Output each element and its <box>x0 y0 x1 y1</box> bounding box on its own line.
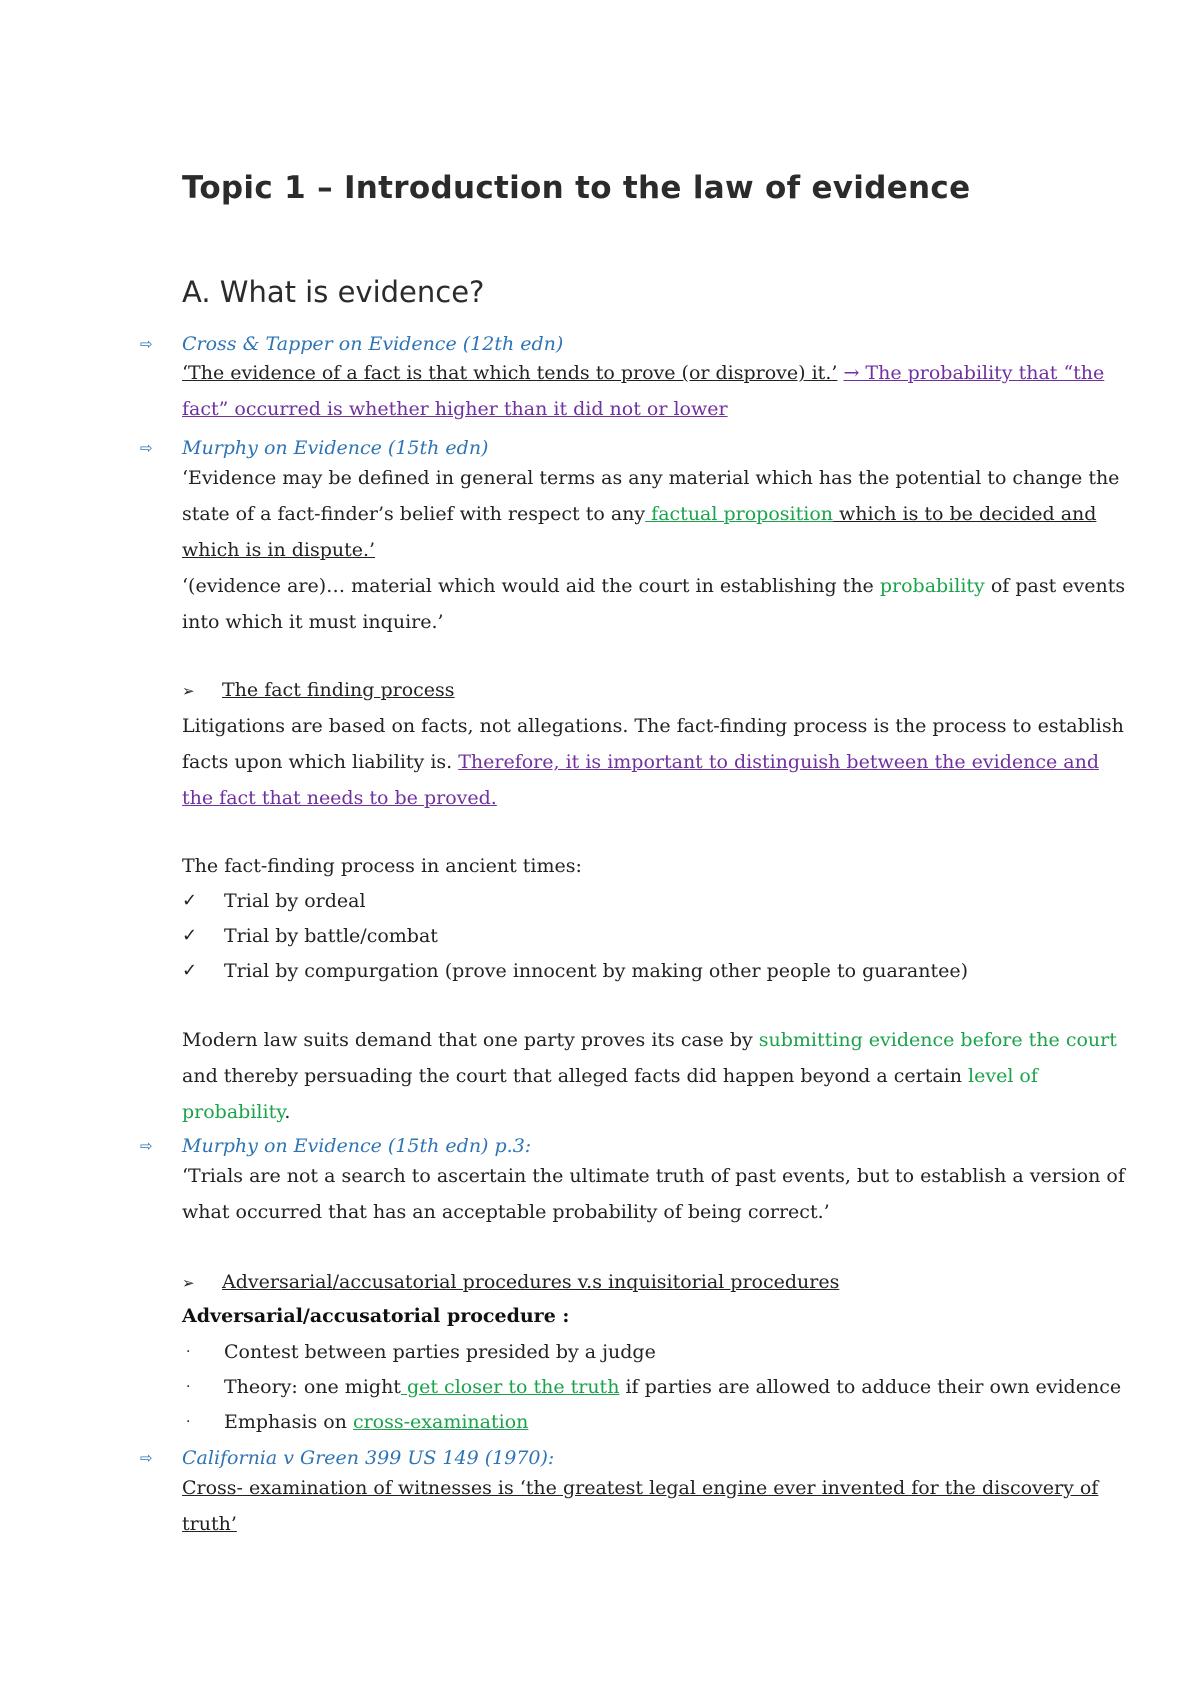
bullet-dot-icon: · <box>186 1379 191 1395</box>
text-span: Theory: one might <box>224 1376 401 1398</box>
bullet-dot-icon: · <box>186 1414 191 1430</box>
arrow-bullet-icon: ⇨ <box>140 1137 153 1155</box>
paragraph-line <box>182 744 1099 780</box>
list-item: Contest between parties presided by a judge <box>224 1341 656 1363</box>
checkmark-icon: ✓ <box>182 960 198 981</box>
quote-line <box>182 355 1105 391</box>
checkmark-icon: ✓ <box>182 890 198 911</box>
note-line <box>182 391 1032 427</box>
paragraph-line <box>182 780 1032 816</box>
paragraph-line: The fact-finding process in ancient times: <box>182 855 582 877</box>
highlight-term: level of <box>968 1065 1038 1087</box>
text-span: if parties are allowed to adduce their own evidence <box>619 1376 1122 1398</box>
reference-california-v-green: California v Green 399 US 149 (1970): <box>182 1447 555 1469</box>
note-text: → The probability that “the <box>843 362 1105 384</box>
text-span: truth’ <box>182 1513 237 1535</box>
note-text: the fact that needs to be proved. <box>182 787 497 809</box>
document-title: Topic 1 – Introduction to the law of evidence <box>182 170 971 206</box>
list-item <box>224 1369 1122 1405</box>
paragraph-line <box>182 1506 1032 1542</box>
paragraph-line: what occurred that has an acceptable probability of being correct.’ <box>182 1201 830 1223</box>
highlight-term: probability <box>879 575 985 597</box>
subheading-text: Adversarial/accusatorial procedures v.s inquisitorial procedures <box>222 1271 840 1293</box>
paragraph-line <box>182 1470 1099 1506</box>
text-span: Cross- examination of witnesses is ‘the greatest legal engine ever invented for the discovery of <box>182 1477 1099 1499</box>
quote-text: ‘The evidence of a fact is that which tends to prove (or disprove) it.’ <box>182 362 838 384</box>
list-item <box>224 1404 1044 1440</box>
section-heading-a: A. What is evidence? <box>182 275 485 309</box>
text-span: which is to be decided and <box>833 503 1097 525</box>
list-item: Trial by compurgation (prove innocent by making other people to guarantee) <box>224 960 968 982</box>
paragraph-line <box>182 1094 1032 1130</box>
text-span: of past events <box>984 575 1126 597</box>
reference-murphy: Murphy on Evidence (15th edn) <box>182 437 489 459</box>
text-span: ‘(evidence are)… material which would aid the court in establishing the <box>182 575 880 597</box>
paragraph-line <box>182 1022 1117 1058</box>
paragraph-line: ‘Trials are not a search to ascertain the ultimate truth of past events, but to establish a version of <box>182 1165 1125 1187</box>
list-item: Trial by battle/combat <box>224 925 438 947</box>
highlight-term: get closer to the truth <box>400 1376 620 1398</box>
text-span: Modern law suits demand that one party proves its case by <box>182 1029 759 1051</box>
highlight-term: probability <box>182 1101 285 1123</box>
subheading-fact-finding <box>182 672 1032 709</box>
paragraph-line: into which it must inquire.’ <box>182 611 444 633</box>
bold-subheading: Adversarial/accusatorial procedure : <box>182 1305 570 1327</box>
note-text: fact” occurred is whether higher than it did not or lower <box>182 398 728 420</box>
paragraph-line: Litigations are based on facts, not allegations. The fact-finding process is the process to establish <box>182 715 1124 737</box>
text-span: and thereby persuading the court that alleged facts did happen beyond a certain <box>182 1065 969 1087</box>
text-span: . <box>284 1101 291 1123</box>
paragraph-line <box>182 496 1097 532</box>
paragraph-line <box>182 1058 1038 1094</box>
highlight-term: cross-examination <box>352 1411 529 1433</box>
checkmark-icon: ✓ <box>182 925 198 946</box>
bullet-dot-icon: · <box>186 1344 191 1360</box>
highlight-term: submitting evidence before the court <box>758 1029 1117 1051</box>
paragraph-line <box>182 532 1032 568</box>
arrow-bullet-icon: ⇨ <box>140 335 153 353</box>
text-span: facts upon which liability is. <box>182 751 459 773</box>
reference-murphy-p3: Murphy on Evidence (15th edn) p.3: <box>182 1135 532 1157</box>
paragraph-line: ‘Evidence may be defined in general terms as any material which has the potential to change the <box>182 467 1120 489</box>
highlight-term: factual proposition <box>645 503 833 525</box>
reference-cross-tapper: Cross & Tapper on Evidence (12th edn) <box>182 333 564 355</box>
list-item: Trial by ordeal <box>224 890 366 912</box>
paragraph-line <box>182 568 1126 604</box>
arrow-bullet-icon: ⇨ <box>140 439 153 457</box>
note-text: Therefore, it is important to distinguish between the evidence and <box>458 751 1099 773</box>
text-span: state of a fact-finder’s belief with respect to any <box>182 503 646 525</box>
text-span: which is in dispute.’ <box>182 539 376 561</box>
subheading-adversarial <box>182 1264 1032 1301</box>
subheading-text: The fact finding process <box>222 679 455 701</box>
text-span: Emphasis on <box>224 1411 353 1433</box>
arrow-bullet-icon: ⇨ <box>140 1449 153 1467</box>
pointer-arrow-icon: ➢ <box>182 1274 195 1292</box>
pointer-arrow-icon: ➢ <box>182 682 195 700</box>
